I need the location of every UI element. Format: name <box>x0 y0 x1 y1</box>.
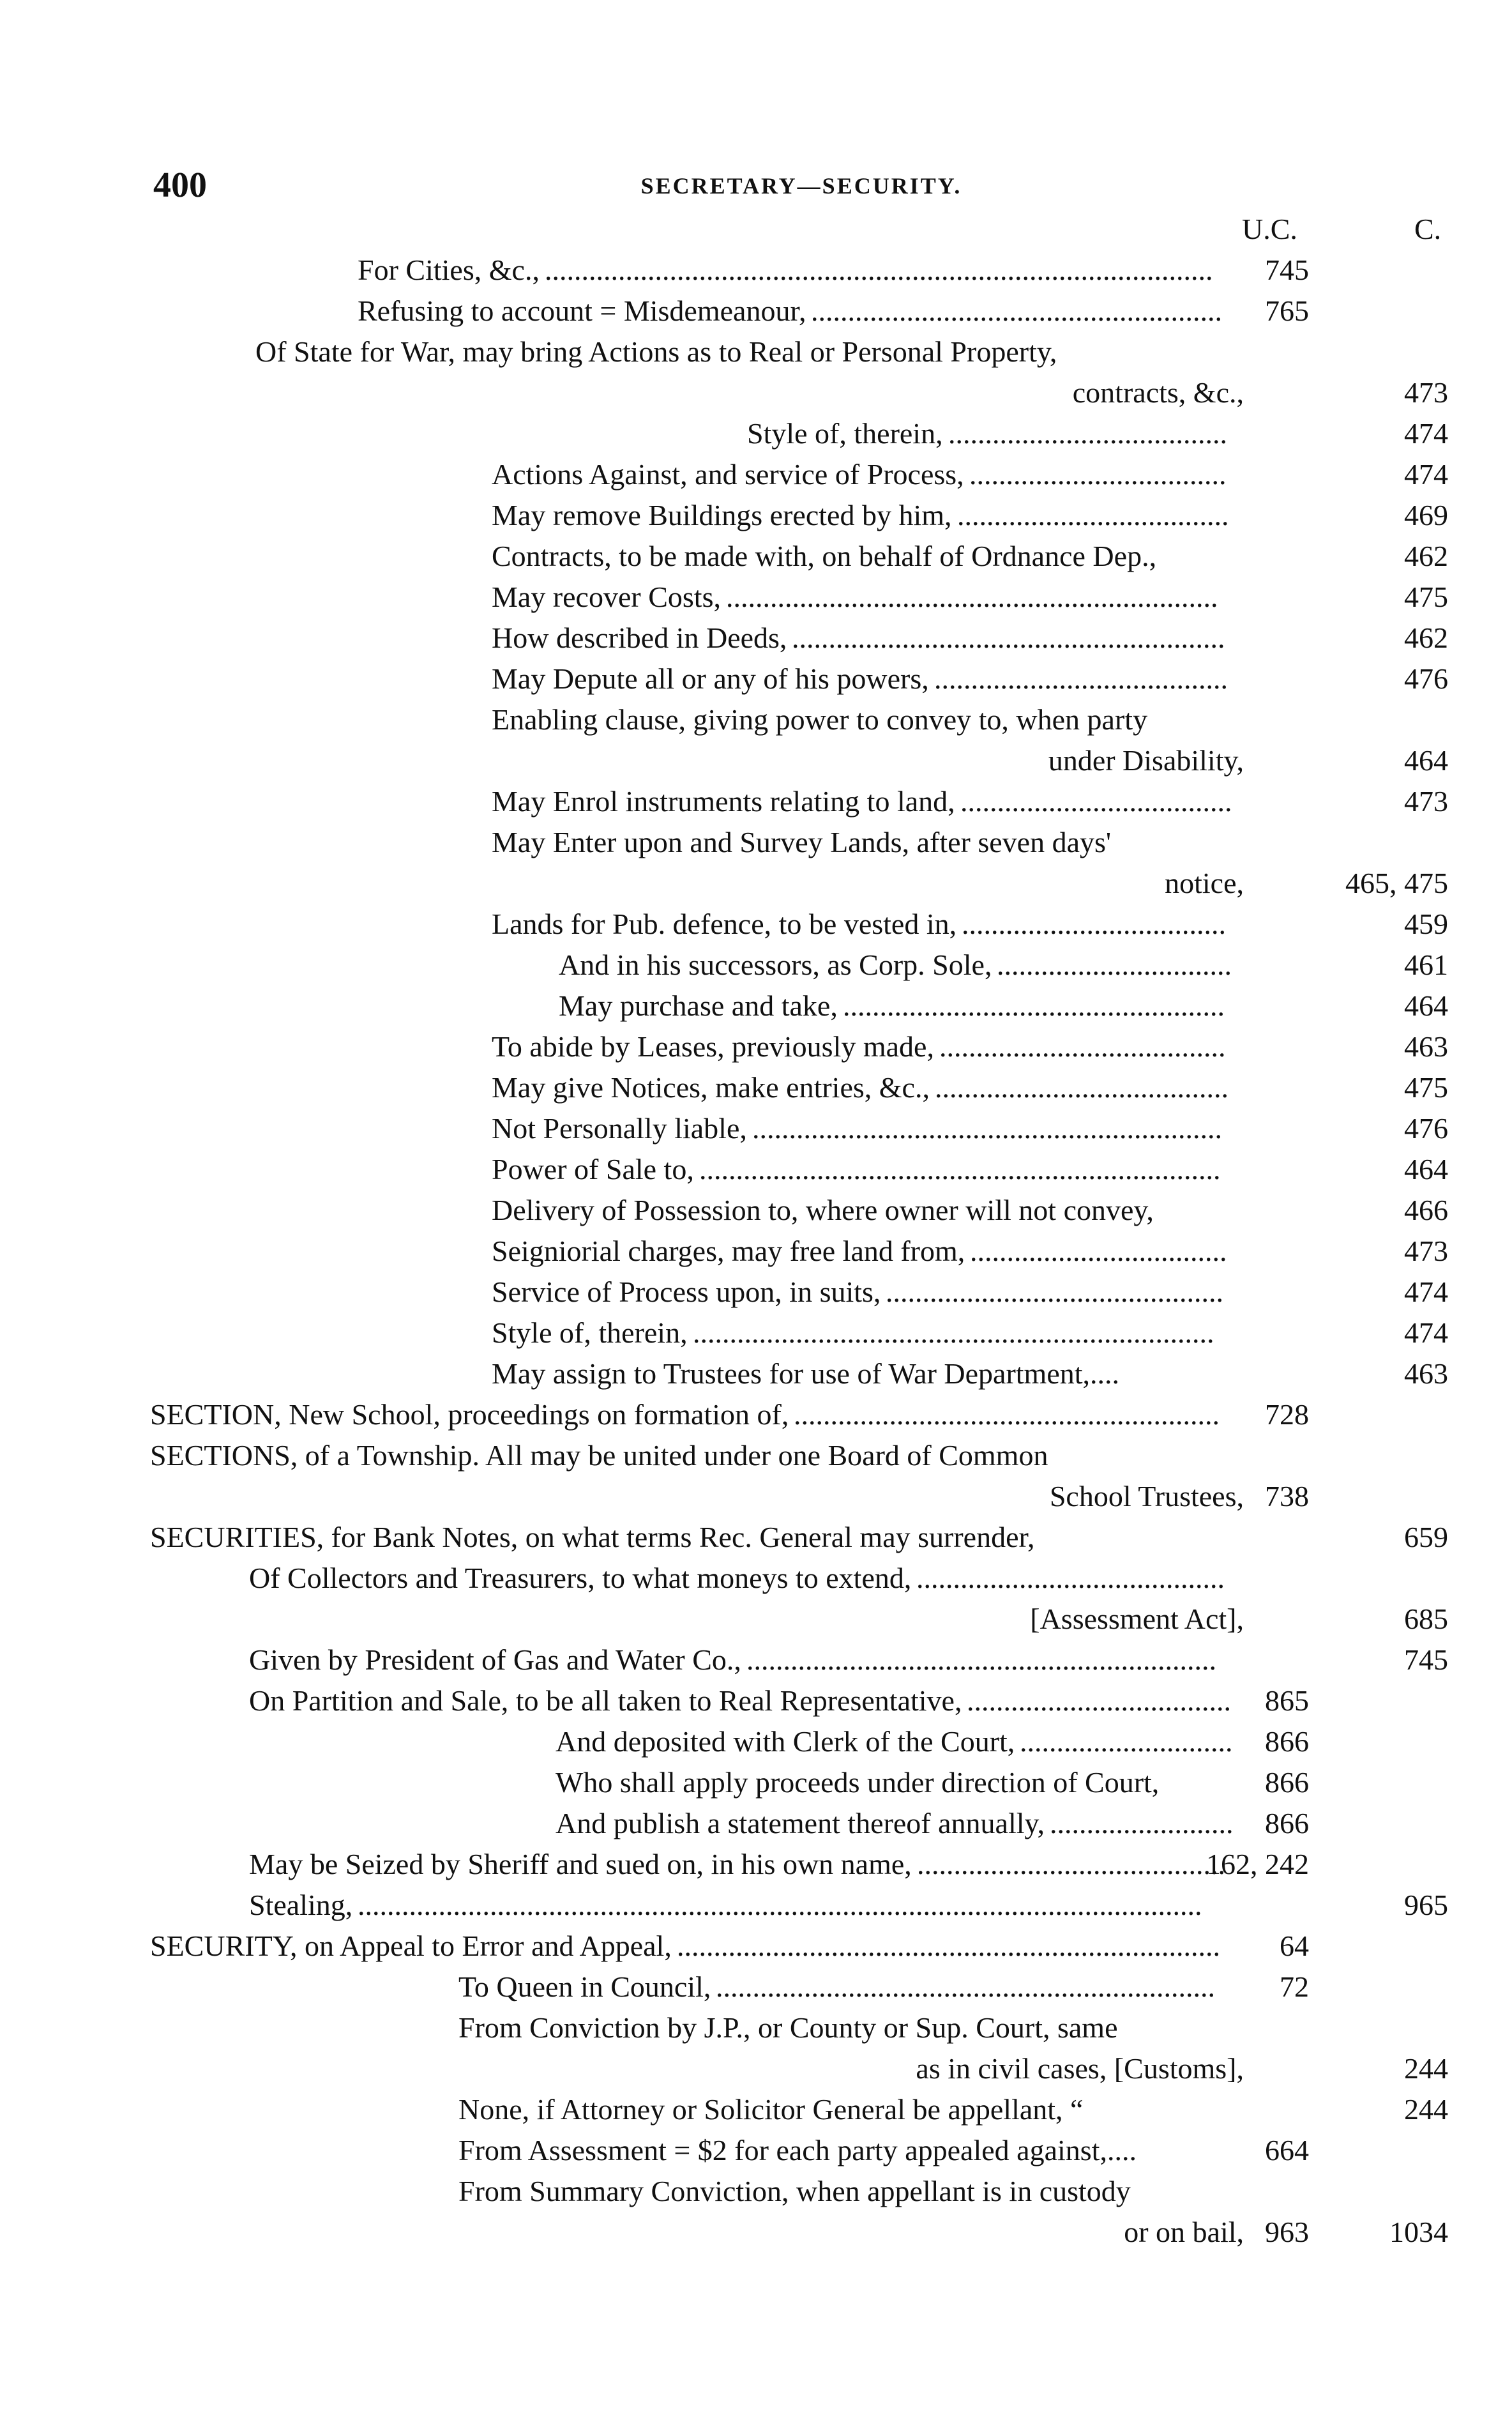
entry-text: And deposited with Clerk of the Court, <box>556 1725 1015 1758</box>
entry-text: On Partition and Sale, to be all taken to Real Representative, <box>249 1684 962 1717</box>
dot-leader: .................................... <box>967 1684 1231 1717</box>
dot-leader: ........................................................ <box>811 294 1222 327</box>
index-entry <box>0 1681 1512 1722</box>
page-ref-c: 462 <box>1404 540 1448 572</box>
entry-text: May give Notices, make entries, &c., <box>492 1071 930 1104</box>
index-entry <box>0 1109 1512 1150</box>
page-ref-c: 476 <box>1404 662 1448 695</box>
page-ref-uc: 745 <box>1265 254 1309 286</box>
entry-text: None, if Attorney or Solicitor General be appellant, “ <box>458 2093 1084 2126</box>
page-ref-c: 965 <box>1404 1889 1448 1921</box>
page-ref-c: 244 <box>1404 2052 1448 2085</box>
entry-text: Service of Process upon, in suits, <box>492 1275 881 1308</box>
dot-leader: .......................................... <box>916 1562 1225 1594</box>
page-ref-c: 466 <box>1404 1194 1448 1226</box>
entry-text: [Assessment Act], <box>1030 1602 1244 1635</box>
index-entry <box>0 455 1512 496</box>
page-ref-uc: 865 <box>1265 1684 1309 1717</box>
dot-leader: .......................................... <box>917 1848 1225 1880</box>
index-entry <box>0 537 1512 577</box>
page-ref-uc: 866 <box>1265 1807 1309 1839</box>
index-entry <box>0 1191 1512 1231</box>
index-entry <box>0 496 1512 537</box>
dot-leader: ................................................................ <box>752 1112 1222 1145</box>
entry-text: For Cities, &c., <box>358 254 540 286</box>
index-entry <box>0 2131 1512 2172</box>
index-entry <box>0 782 1512 823</box>
index-entry <box>0 1313 1512 1354</box>
index-entry <box>0 1722 1512 1763</box>
page-ref-c: 745 <box>1404 1643 1448 1676</box>
running-head: SECRETARY—SECURITY. <box>640 173 962 199</box>
index-entry <box>0 2172 1512 2212</box>
page-ref-uc: 64 <box>1280 1930 1309 1962</box>
index-entry <box>0 986 1512 1027</box>
page-ref-c: 473 <box>1404 376 1448 409</box>
index-entry <box>0 2049 1512 2090</box>
entry-text: SECURITIES, for Bank Notes, on what terms Rec. General may surrender, <box>150 1521 1035 1553</box>
index-entry <box>0 823 1512 864</box>
entry-text: under Disability, <box>1048 744 1244 777</box>
entry-text: May assign to Trustees for use of War Department,.... <box>492 1357 1120 1390</box>
dot-leader: .......................................................................... <box>677 1930 1220 1962</box>
entry-text: May be Seized by Sheriff and sued on, in his own name, <box>249 1848 912 1880</box>
entry-text: And publish a statement thereof annually, <box>556 1807 1045 1839</box>
dot-leader: .................................................... <box>843 989 1225 1022</box>
entry-text: School Trustees, <box>1049 1480 1244 1512</box>
index-entry <box>0 1763 1512 1804</box>
entry-text: Enabling clause, giving power to convey to, when party <box>492 703 1148 736</box>
page-ref-c: 244 <box>1404 2093 1448 2126</box>
page-ref-uc: 162, 242 <box>1206 1848 1309 1880</box>
entry-text: From Conviction by J.P., or County or Sup. Court, same <box>458 2011 1118 2044</box>
dot-leader: ....................................................................... <box>693 1316 1214 1349</box>
page-ref-c: 469 <box>1404 499 1448 531</box>
entry-text: SECURITY, on Appeal to Error and Appeal, <box>150 1930 672 1962</box>
index-entry <box>0 1640 1512 1681</box>
dot-leader: ...................................... <box>948 417 1227 450</box>
page-ref-c: 474 <box>1404 417 1448 450</box>
entry-text: Power of Sale to, <box>492 1153 694 1185</box>
entry-text: Style of, therein, <box>747 417 943 450</box>
dot-leader: ......................... <box>1050 1807 1234 1839</box>
dot-leader: ..................................... <box>960 785 1232 818</box>
index-entry <box>0 332 1512 373</box>
entry-text: Stealing, <box>249 1889 353 1921</box>
column-header-uc: U.C. <box>1242 213 1297 245</box>
entry-text: From Assessment = $2 for each party appealed against,.... <box>458 2134 1137 2166</box>
index-entry <box>0 414 1512 455</box>
page-ref-c: 474 <box>1404 1275 1448 1308</box>
entry-text: Of State for War, may bring Actions as to Real or Personal Property, <box>255 335 1057 368</box>
entry-text: Style of, therein, <box>492 1316 688 1349</box>
column-headers <box>0 212 1512 250</box>
page-ref-uc: 963 <box>1265 2216 1309 2248</box>
index-entry <box>0 1558 1512 1599</box>
entry-text: To Queen in Council, <box>458 1970 711 2003</box>
dot-leader: ............................. <box>1020 1725 1233 1758</box>
index-entry <box>0 659 1512 700</box>
dot-leader: ........................................................... <box>792 621 1225 654</box>
index-entry <box>0 2008 1512 2049</box>
index-entry <box>0 2212 1512 2253</box>
index-entry <box>0 1926 1512 1967</box>
page-ref-c: 463 <box>1404 1357 1448 1390</box>
index-entry <box>0 577 1512 618</box>
page-ref-c: 476 <box>1404 1112 1448 1145</box>
dot-leader: ................................... <box>969 458 1227 491</box>
entry-text: May Enter upon and Survey Lands, after seven days' <box>492 826 1112 858</box>
entry-text: How described in Deeds, <box>492 621 787 654</box>
dot-leader: ........................................ <box>934 662 1228 695</box>
dot-leader: ................................ <box>997 948 1232 981</box>
dot-leader: .................................... <box>962 908 1226 940</box>
index-entry <box>0 1231 1512 1272</box>
index-entry <box>0 1885 1512 1926</box>
dot-leader: ........................................ <box>935 1071 1228 1104</box>
page-ref-uc: 866 <box>1265 1725 1309 1758</box>
entry-text: as in civil cases, [Customs], <box>916 2052 1244 2085</box>
page-ref-uc: 72 <box>1280 1970 1309 2003</box>
index-entry <box>0 1150 1512 1191</box>
page-number: 400 <box>153 165 207 205</box>
index-entry <box>0 741 1512 782</box>
page-ref-uc: 765 <box>1265 294 1309 327</box>
index-entry <box>0 1518 1512 1558</box>
page-ref-c: 473 <box>1404 785 1448 818</box>
index-entry <box>0 700 1512 741</box>
index-entry <box>0 1967 1512 2008</box>
entry-text: Of Collectors and Treasurers, to what moneys to extend, <box>249 1562 912 1594</box>
page-ref-uc: 664 <box>1265 2134 1309 2166</box>
column-header-c: C. <box>1414 213 1442 245</box>
page-ref-c: 463 <box>1404 1030 1448 1063</box>
entry-text: May remove Buildings erected by him, <box>492 499 952 531</box>
index-entry <box>0 1395 1512 1436</box>
index-entry <box>0 864 1512 904</box>
index-entry <box>0 1027 1512 1068</box>
dot-leader: ................................... <box>970 1235 1227 1267</box>
index-entry <box>0 250 1512 291</box>
dot-leader: .............................................. <box>886 1275 1223 1308</box>
entry-text: Delivery of Possession to, where owner will not convey, <box>492 1194 1154 1226</box>
entry-text: Seigniorial charges, may free land from, <box>492 1235 965 1267</box>
entry-text: May Enrol instruments relating to land, <box>492 785 955 818</box>
dot-leader: ..................................... <box>957 499 1229 531</box>
entry-text: Who shall apply proceeds under direction of Court, <box>556 1766 1160 1799</box>
page-ref-c: 1034 <box>1389 2216 1448 2248</box>
index-entry <box>0 1804 1512 1845</box>
page-ref-c: 465, 475 <box>1345 867 1448 899</box>
index-entry <box>0 1354 1512 1395</box>
index-entry <box>0 2090 1512 2131</box>
index-entry <box>0 1599 1512 1640</box>
dot-leader: ................................................................................................................... <box>358 1889 1202 1921</box>
index-entry <box>0 373 1512 414</box>
entry-text: May Depute all or any of his powers, <box>492 662 929 695</box>
entry-text: Lands for Pub. defence, to be vested in, <box>492 908 957 940</box>
entry-text: Not Personally liable, <box>492 1112 747 1145</box>
entry-text: May recover Costs, <box>492 581 721 613</box>
page-ref-c: 459 <box>1404 908 1448 940</box>
dot-leader: .......................................................... <box>794 1398 1220 1431</box>
dot-leader: .................................................................... <box>716 1970 1215 2003</box>
page-ref-c: 475 <box>1404 581 1448 613</box>
entry-text: Refusing to account = Misdemeanour, <box>358 294 806 327</box>
index-entry <box>0 945 1512 986</box>
entry-text: SECTIONS, of a Township. All may be united under one Board of Common <box>150 1439 1048 1472</box>
entry-text: Given by President of Gas and Water Co., <box>249 1643 741 1676</box>
page-ref-c: 461 <box>1404 948 1448 981</box>
entry-text: To abide by Leases, previously made, <box>492 1030 934 1063</box>
page-ref-c: 685 <box>1404 1602 1448 1635</box>
entry-text: Contracts, to be made with, on behalf of Ordnance Dep., <box>492 540 1157 572</box>
index-entry <box>0 904 1512 945</box>
page-ref-c: 659 <box>1404 1521 1448 1553</box>
page-ref-c: 475 <box>1404 1071 1448 1104</box>
page-header <box>153 165 1449 203</box>
index-entry <box>0 1272 1512 1313</box>
entry-text: or on bail, <box>1124 2216 1244 2248</box>
entry-text: Actions Against, and service of Process, <box>492 458 964 491</box>
entry-text: SECTION, New School, proceedings on formation of, <box>150 1398 789 1431</box>
page-ref-c: 473 <box>1404 1235 1448 1267</box>
dot-leader: ....................................... <box>939 1030 1226 1063</box>
dot-leader: ................................................................... <box>726 581 1218 613</box>
index-entry <box>0 618 1512 659</box>
entry-text: May purchase and take, <box>559 989 838 1022</box>
page-ref-c: 464 <box>1404 744 1448 777</box>
page-ref-uc: 738 <box>1265 1480 1309 1512</box>
page-ref-uc: 866 <box>1265 1766 1309 1799</box>
entry-text: And in his successors, as Corp. Sole, <box>559 948 992 981</box>
page-ref-c: 464 <box>1404 989 1448 1022</box>
dot-leader: ....................................................................... <box>699 1153 1221 1185</box>
index-entry <box>0 1068 1512 1109</box>
dot-leader: ........................................................................................... <box>545 254 1213 286</box>
entry-text: notice, <box>1165 867 1244 899</box>
page-ref-uc: 728 <box>1265 1398 1309 1431</box>
entry-text: From Summary Conviction, when appellant is in custody <box>458 2175 1131 2207</box>
page-ref-c: 462 <box>1404 621 1448 654</box>
page-ref-c: 464 <box>1404 1153 1448 1185</box>
index-entry <box>0 291 1512 332</box>
entry-text: contracts, &c., <box>1072 376 1244 409</box>
page-ref-c: 474 <box>1404 1316 1448 1349</box>
index-entry <box>0 1477 1512 1518</box>
dot-leader: ................................................................ <box>746 1643 1216 1676</box>
index-entry <box>0 1845 1512 1885</box>
index-entry <box>0 1436 1512 1477</box>
index-entries <box>0 250 1512 2253</box>
page-ref-c: 474 <box>1404 458 1448 491</box>
